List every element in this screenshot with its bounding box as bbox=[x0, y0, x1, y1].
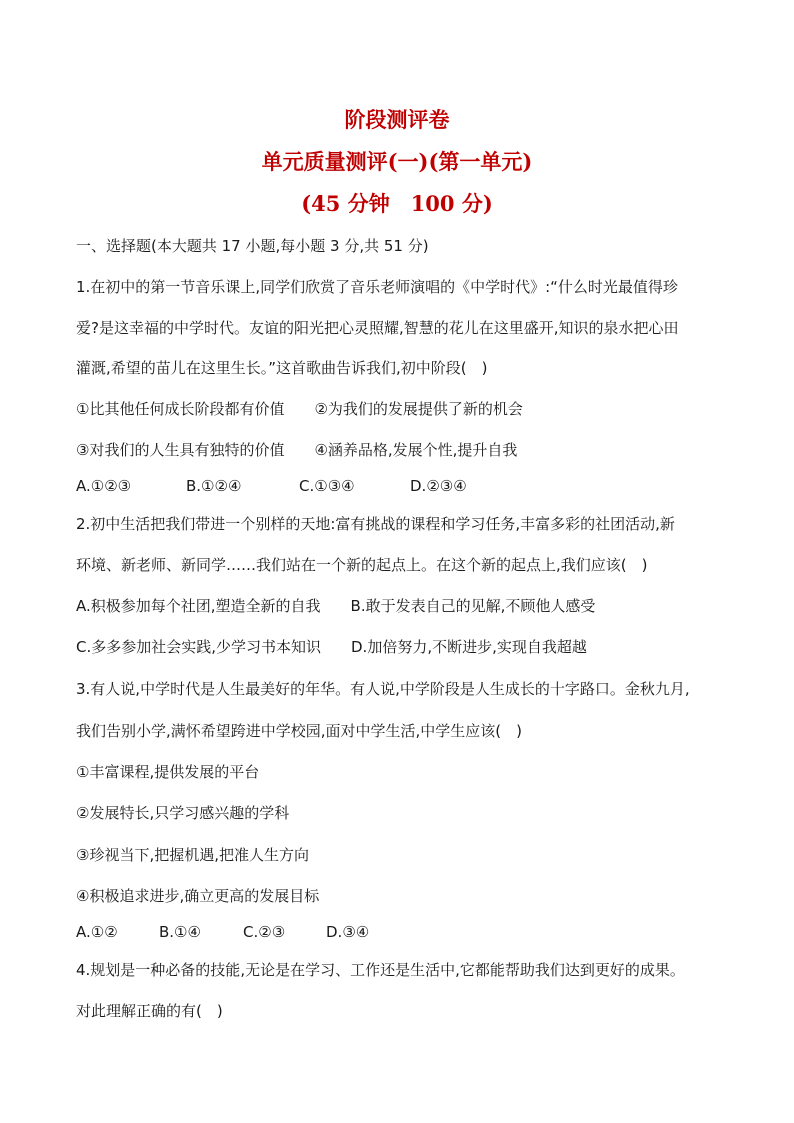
question-1-statements-1: ①比其他任何成长阶段都有价值 ②为我们的发展提供了新的机会 bbox=[76, 400, 523, 418]
option-c: C.②③ bbox=[243, 923, 286, 941]
question-1-statements-2: ③对我们的人生具有独特的价值 ④涵养品格,发展个性,提升自我 bbox=[76, 441, 518, 459]
question-3-statement-4: ④积极追求进步,确立更高的发展目标 bbox=[76, 887, 320, 905]
question-1-line-1: 1.在初中的第一节音乐课上,同学们欣赏了音乐老师演唱的《中学时代》:“什么时光最值得珍 bbox=[76, 278, 678, 296]
page-subtitle: 单元质量测评(一)(第一单元) bbox=[261, 149, 533, 174]
question-3-statement-3: ③珍视当下,把握机遇,把准人生方向 bbox=[76, 846, 309, 864]
question-2-line-1: 2.初中生活把我们带进一个别样的天地:富有挑战的课程和学习任务,丰富多彩的社团活动,新 bbox=[76, 515, 675, 533]
option-a: A.①②③ bbox=[76, 477, 132, 495]
option-b: B.①④ bbox=[159, 923, 201, 941]
option-b: B.①②④ bbox=[186, 477, 242, 495]
question-1-line-2: 爱?是这幸福的中学时代。友谊的阳光把心灵照耀,智慧的花儿在这里盛开,知识的泉水把心田 bbox=[76, 319, 679, 337]
question-1-line-3: 灌溉,希望的苗儿在这里生长。”这首歌曲告诉我们,初中阶段( ) bbox=[76, 359, 488, 377]
question-3-line-2: 我们告别小学,满怀希望跨进中学校园,面对中学生活,中学生应该( ) bbox=[76, 722, 523, 740]
question-3-options bbox=[76, 922, 369, 942]
option-d: D.③④ bbox=[326, 923, 370, 941]
section-heading: 一、选择题(本大题共 17 小题,每小题 3 分,共 51 分) bbox=[76, 237, 429, 255]
page-title: 阶段测评卷 bbox=[344, 107, 450, 132]
question-2-option-line-2: C.多多参加社会实践,少学习书本知识 D.加倍努力,不断进步,实现自我超越 bbox=[76, 638, 587, 656]
question-3-statement-2: ②发展特长,只学习感兴趣的学科 bbox=[76, 804, 290, 822]
question-2-option-line-1: A.积极参加每个社团,塑造全新的自我 B.敢于发表自己的见解,不顾他人感受 bbox=[76, 597, 596, 615]
question-1-options bbox=[76, 476, 467, 496]
question-3-line-1: 3.有人说,中学时代是人生最美好的年华。有人说,中学阶段是人生成长的十字路口。金秋九月, bbox=[76, 680, 690, 698]
question-4-line-1: 4.规划是一种必备的技能,无论是在学习、工作还是生活中,它都能帮助我们达到更好的成果。 bbox=[76, 961, 685, 979]
question-4-line-2: 对此理解正确的有( ) bbox=[76, 1002, 223, 1020]
question-2-line-2: 环境、新老师、新同学……我们站在一个新的起点上。在这个新的起点上,我们应该( ) bbox=[76, 556, 648, 574]
option-d: D.②③④ bbox=[410, 477, 467, 495]
option-c: C.①③④ bbox=[299, 477, 355, 495]
question-3-statement-1: ①丰富课程,提供发展的平台 bbox=[76, 763, 260, 781]
option-a: A.①② bbox=[76, 923, 118, 941]
time-score: (45 分钟 100 分) bbox=[301, 191, 493, 216]
